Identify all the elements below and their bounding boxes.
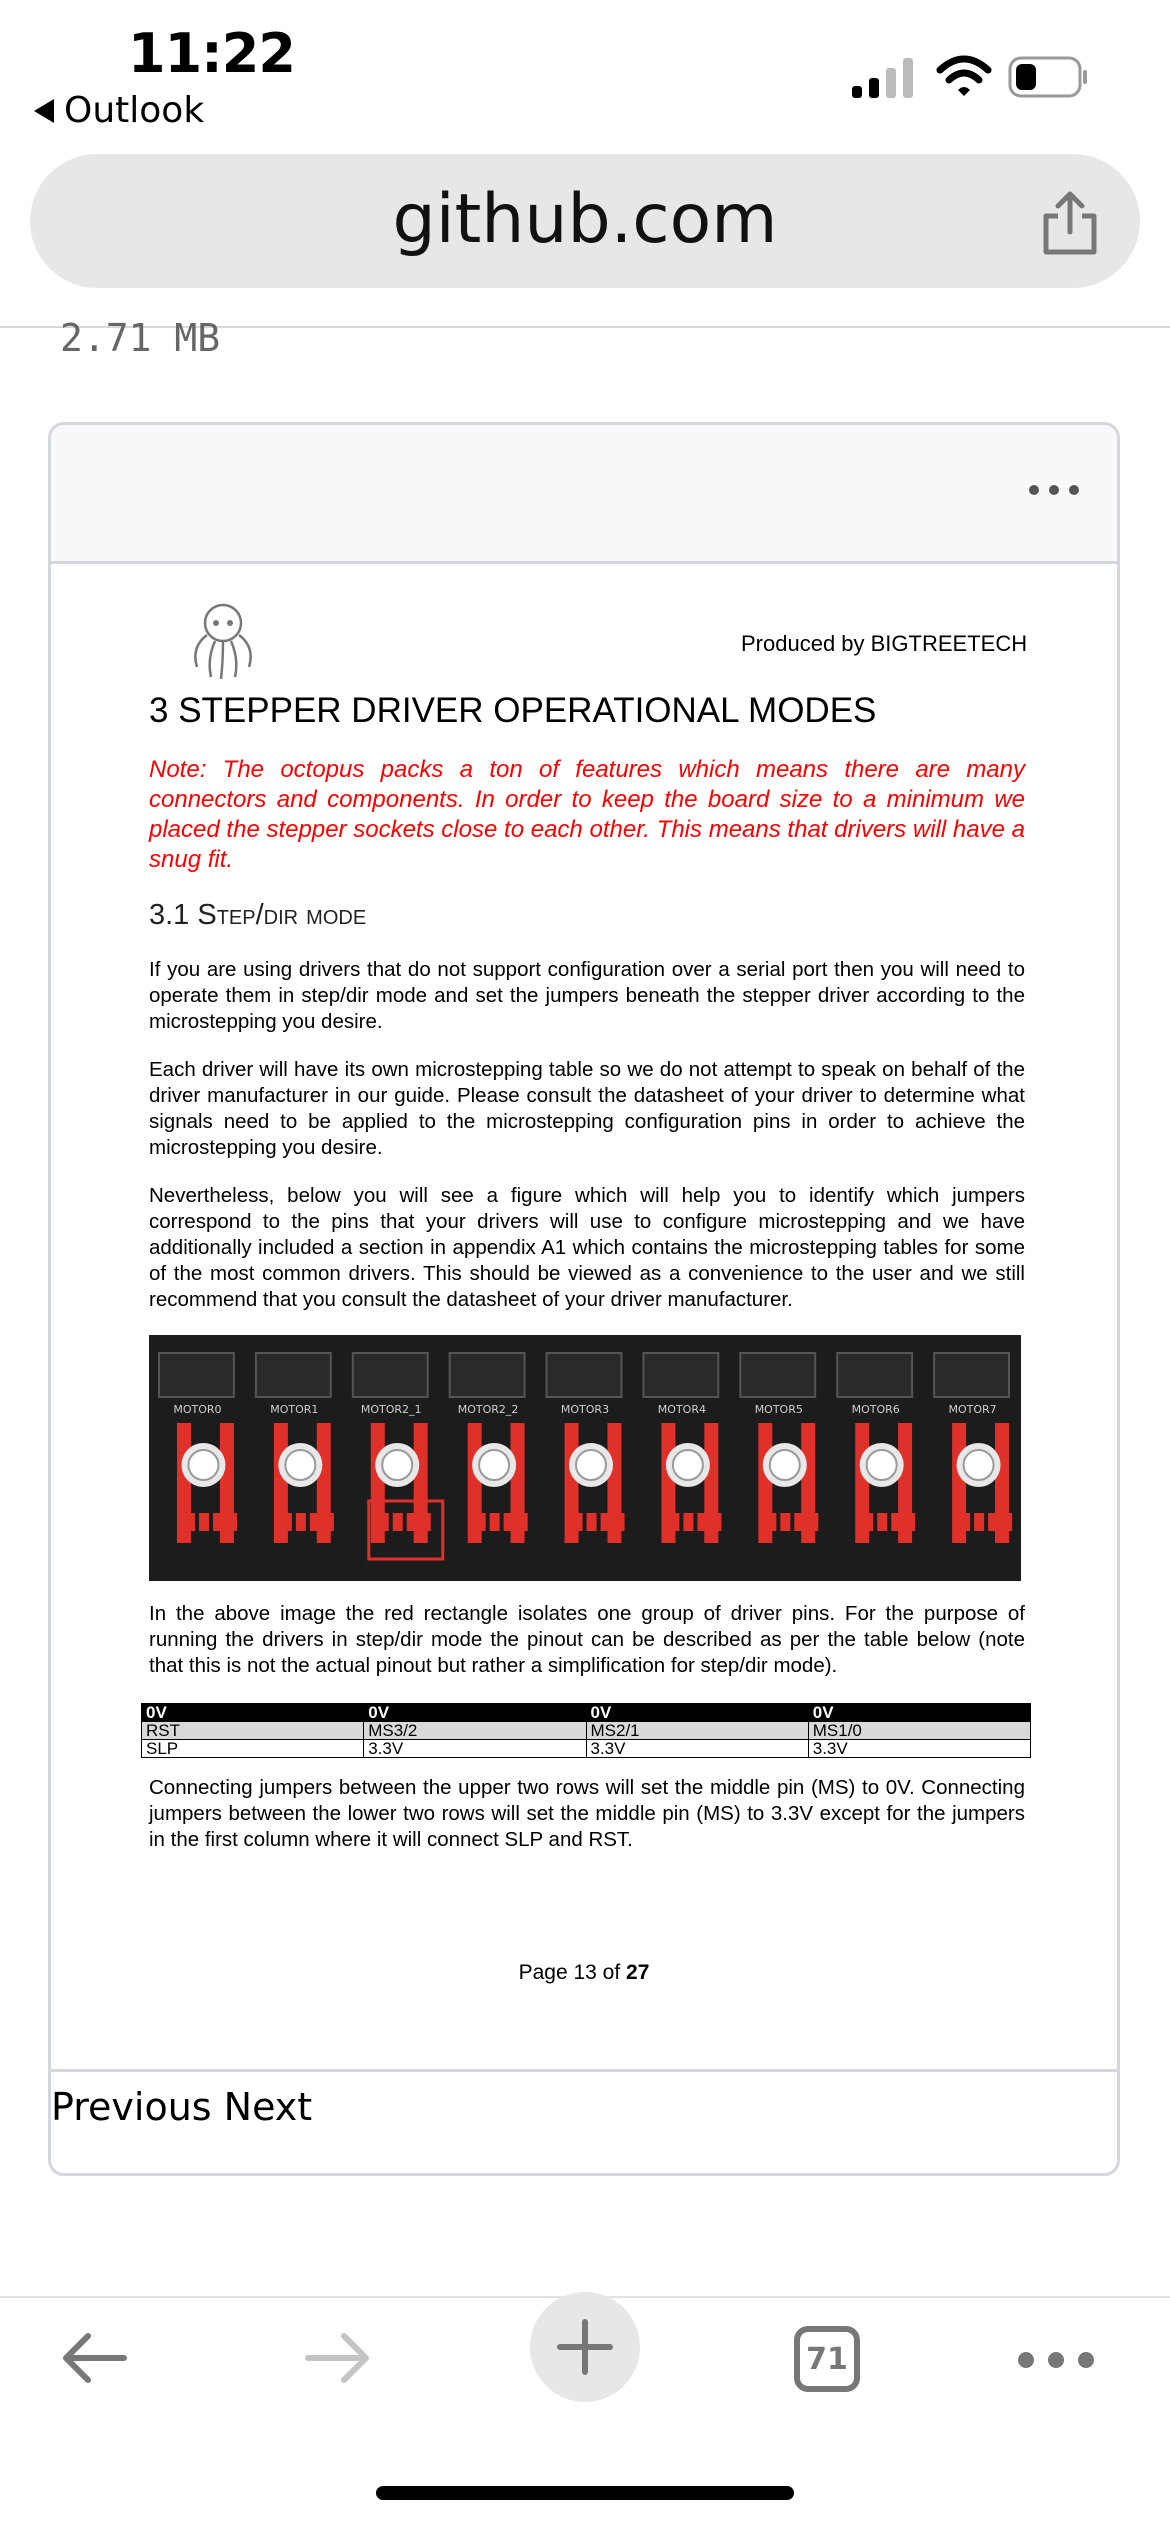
- jumper-pin: [573, 1513, 583, 1531]
- viewer-footer-divider: [51, 2069, 1117, 2072]
- jumper-pin: [282, 1513, 292, 1531]
- pin-cell: MS3/2: [364, 1722, 586, 1740]
- driver-chip-inner: [576, 1450, 606, 1480]
- more-options-icon[interactable]: [1029, 485, 1079, 495]
- produced-by-text: Produced by BIGTREETECH: [741, 631, 1028, 656]
- driver-chip-inner: [382, 1450, 412, 1480]
- paragraph-2: Each driver will have its own microstepping table so we do not attempt to speak on behalf of the driver manufacturer in our guide. Please consult the datasheet of your driver to determine what signals need to be applied to the microstepping configuration pins in order to achieve the microstepping you desire.: [149, 1058, 1025, 1159]
- pin-cell: 3.3V: [586, 1740, 808, 1758]
- page-total: 27: [626, 1961, 650, 1984]
- jumper-pin: [393, 1513, 403, 1531]
- motor-connector: [256, 1353, 331, 1397]
- pin-table-row: [142, 1740, 1031, 1758]
- board-illustration: [149, 1335, 1021, 1581]
- jumper-pin: [974, 1513, 984, 1531]
- back-triangle-icon: [34, 99, 54, 123]
- pin-cell: MS1/0: [808, 1722, 1030, 1740]
- paragraph-4: In the above image the red rectangle isolates one group of driver pins. For the purpose of running the drivers in step/dir mode the pinout can be described as per the table below (note that this is not the actual pinout but rather a simplification for step/dir mode).: [149, 1602, 1025, 1677]
- jumper-pin: [490, 1513, 500, 1531]
- motor-connector: [450, 1353, 525, 1397]
- pin-cell: 0V: [142, 1704, 364, 1722]
- pin-table-row: [142, 1704, 1031, 1722]
- driver-chip-inner: [770, 1450, 800, 1480]
- jumper-pin: [766, 1513, 776, 1531]
- battery-icon: [1008, 56, 1088, 98]
- prev-next-links[interactable]: Previous Next: [51, 2085, 313, 2129]
- pin-cell: 3.3V: [364, 1740, 586, 1758]
- pin-cell: SLP: [142, 1740, 364, 1758]
- paragraph-5: Connecting jumpers between the upper two rows will set the middle pin (MS) to 0V. Connecting jumpers between the lower two rows will set the middle pin (MS) to 3.3V except for the jumpers in the first column where it will connect SLP and RST.: [149, 1776, 1025, 1851]
- motor-connector: [740, 1353, 815, 1397]
- jumper-pin: [960, 1513, 970, 1531]
- jumper-pin: [227, 1513, 237, 1531]
- motor-label: MOTOR0: [173, 1403, 222, 1416]
- jumper-pin: [891, 1513, 901, 1531]
- share-icon[interactable]: [1040, 190, 1100, 256]
- home-indicator: [376, 2486, 794, 2500]
- jumper-pin: [615, 1513, 625, 1531]
- jumper-pin: [1002, 1513, 1012, 1531]
- jumper-pin: [780, 1513, 790, 1531]
- jumper-pin: [587, 1513, 597, 1531]
- motor-label: MOTOR6: [851, 1403, 900, 1416]
- page-label: Page 13 of: [518, 1961, 627, 1984]
- jumper-pin: [504, 1513, 514, 1531]
- motor-label: MOTOR4: [657, 1403, 706, 1416]
- pin-table-row: [142, 1722, 1031, 1740]
- note-text: Note: The octopus packs a ton of features which means there are many connectors and components. In order to keep the board size to a minimum we placed the stepper sockets close to each other. This means that drivers will have a snug fit.: [149, 756, 1025, 873]
- jumper-pin: [711, 1513, 721, 1531]
- motor-label: MOTOR7: [948, 1403, 997, 1416]
- jumper-pin: [794, 1513, 804, 1531]
- file-size: 2.71 MB: [60, 316, 221, 360]
- back-arrow-icon[interactable]: [58, 2328, 130, 2388]
- pin-table: [141, 1703, 1031, 1758]
- jumper-pin: [199, 1513, 209, 1531]
- jumper-pin: [988, 1513, 998, 1531]
- jumper-pin: [601, 1513, 611, 1531]
- paragraph-1: If you are using drivers that do not support configuration over a serial port then you will need to operate them in step/dir mode and set the jumpers beneath the stepper driver according to the microstepping you desire.: [149, 958, 1025, 1033]
- more-menu-icon[interactable]: [1018, 2352, 1094, 2368]
- driver-chip-inner: [285, 1450, 315, 1480]
- motor-connector: [643, 1353, 718, 1397]
- pin-cell: 0V: [586, 1704, 808, 1722]
- jumper-pin: [669, 1513, 679, 1531]
- board-photo: [149, 1335, 1021, 1581]
- jumper-pin: [421, 1513, 431, 1531]
- viewer-header: [51, 425, 1117, 564]
- jumper-pin: [296, 1513, 306, 1531]
- page-number: [51, 1961, 1117, 1985]
- jumper-pin: [407, 1513, 417, 1531]
- back-app-label: Outlook: [64, 90, 205, 131]
- motor-connector: [837, 1353, 912, 1397]
- pin-cell: 0V: [364, 1704, 586, 1722]
- driver-chip-inner: [188, 1450, 218, 1480]
- plus-icon: [530, 2292, 640, 2402]
- jumper-pin: [324, 1513, 334, 1531]
- pdf-viewer: [48, 422, 1120, 2176]
- motor-label: MOTOR1: [270, 1403, 319, 1416]
- jumper-pin: [185, 1513, 195, 1531]
- jumper-pin: [476, 1513, 486, 1531]
- motor-label: MOTOR2_2: [457, 1403, 519, 1416]
- driver-chip-inner: [479, 1450, 509, 1480]
- driver-chip-inner: [867, 1450, 897, 1480]
- cellular-signal-icon: [852, 58, 914, 98]
- forward-arrow-icon[interactable]: [302, 2328, 374, 2388]
- wifi-icon: [936, 54, 992, 98]
- motor-connector: [934, 1353, 1009, 1397]
- jumper-pin: [213, 1513, 223, 1531]
- jumper-pin: [877, 1513, 887, 1531]
- jumper-pin: [863, 1513, 873, 1531]
- driver-chip-inner: [964, 1450, 994, 1480]
- pin-cell: MS2/1: [586, 1722, 808, 1740]
- driver-chip-inner: [673, 1450, 703, 1480]
- new-tab-button[interactable]: [530, 2292, 640, 2402]
- address-bar-url: github.com: [392, 180, 778, 259]
- jumper-pin: [518, 1513, 528, 1531]
- octopus-logo-icon: [181, 597, 265, 681]
- motor-connector: [353, 1353, 428, 1397]
- motor-label: MOTOR3: [560, 1403, 610, 1416]
- jumper-pin: [310, 1513, 320, 1531]
- paragraph-3: Nevertheless, below you will see a figure which will help you to identify which jumpers correspond to the pins that your drivers will use to configure microstepping and we have additionally included a section in appendix A1 which contains the microstepping tables for some of the most common drivers. This should be viewed as a convenience to the user and we still recommend that you consult the datasheet of your driver manufacturer.: [149, 1184, 1025, 1311]
- motor-label: MOTOR2_1: [360, 1403, 422, 1416]
- jumper-pin: [905, 1513, 915, 1531]
- status-time: 11:22: [128, 22, 295, 85]
- jumper-pin: [697, 1513, 707, 1531]
- pin-cell: 3.3V: [808, 1740, 1030, 1758]
- jumper-pin: [379, 1513, 389, 1531]
- back-to-app-link[interactable]: [34, 90, 204, 131]
- pin-cell: RST: [142, 1722, 364, 1740]
- jumper-pin: [683, 1513, 693, 1531]
- pin-cell: 0V: [808, 1704, 1030, 1722]
- section-heading: 3 STEPPER DRIVER OPERATIONAL MODES: [149, 691, 877, 730]
- motor-label: MOTOR5: [754, 1403, 803, 1416]
- motor-connector: [159, 1353, 234, 1397]
- jumper-pin: [808, 1513, 818, 1531]
- subsection-heading: 3.1 Step/dir mode: [149, 899, 367, 931]
- motor-connector: [547, 1353, 622, 1397]
- tab-count-button[interactable]: 71: [794, 2326, 860, 2392]
